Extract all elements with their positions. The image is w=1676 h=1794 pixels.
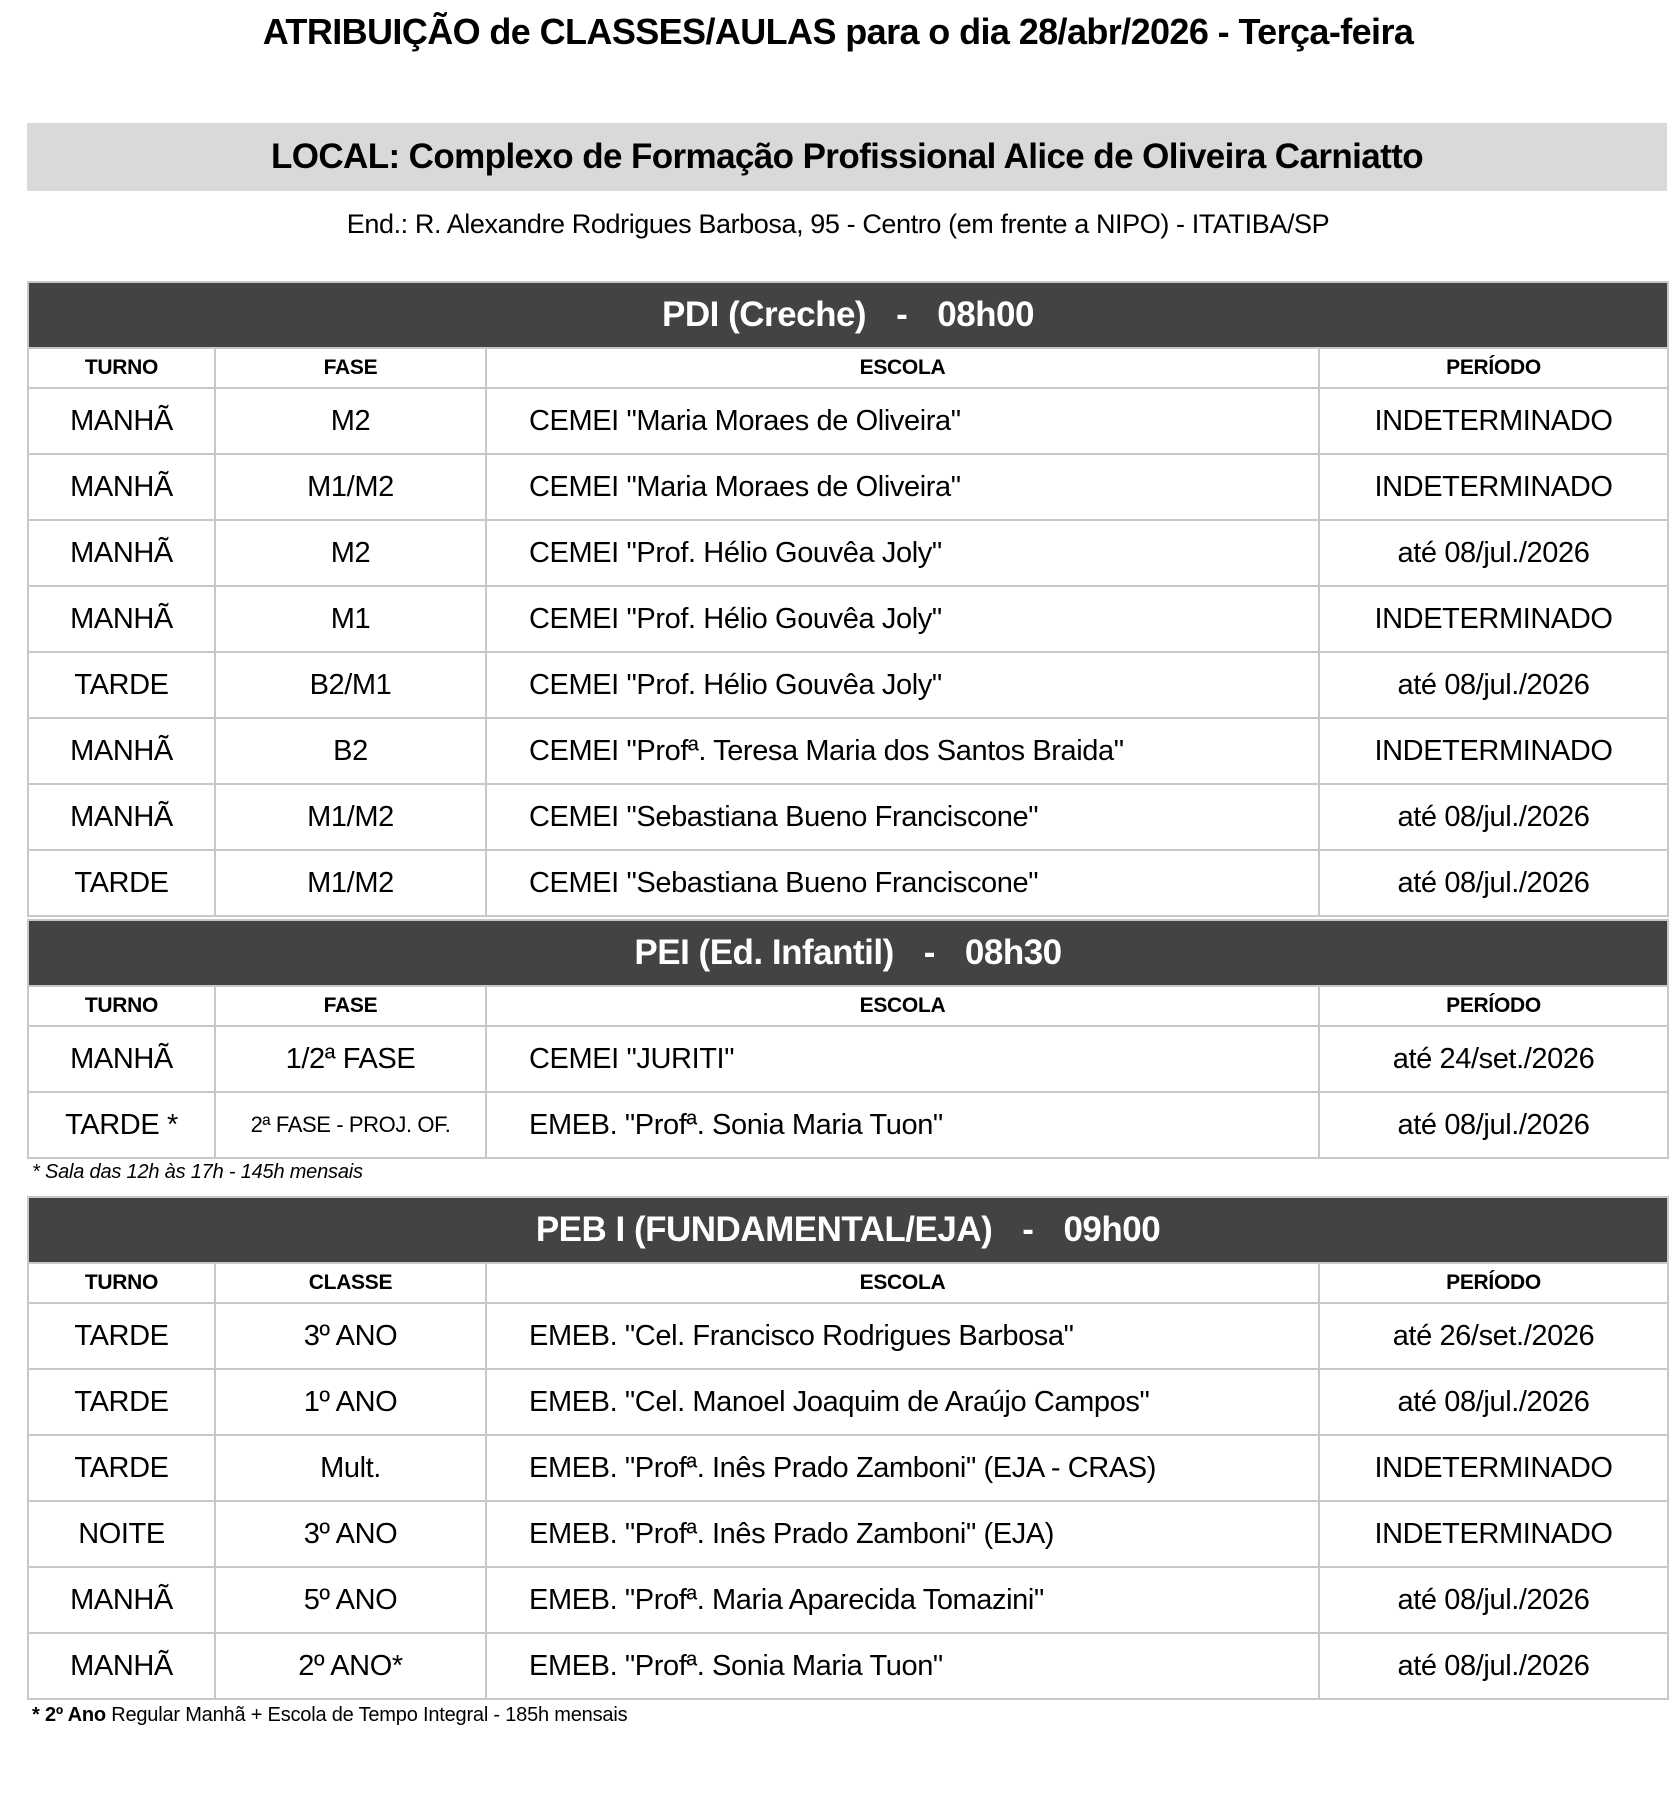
cell-periodo: até 08/jul./2026: [1319, 1369, 1668, 1435]
cell-fase: M2: [215, 520, 486, 586]
table-row: [28, 1501, 1668, 1567]
cell-fase: 1/2ª FASE: [215, 1026, 486, 1092]
section-title: [28, 920, 1668, 986]
cell-turno: TARDE *: [28, 1092, 215, 1158]
cell-fase: M1/M2: [215, 784, 486, 850]
cell-periodo: até 26/set./2026: [1319, 1303, 1668, 1369]
cell-escola: CEMEI "Prof. Hélio Gouvêa Joly": [486, 652, 1319, 718]
cell-periodo: até 08/jul./2026: [1319, 1567, 1668, 1633]
section-header: [28, 920, 1668, 986]
pdi-table: [27, 281, 1669, 917]
section-header: [28, 282, 1668, 348]
table-row: [28, 454, 1668, 520]
cell-turno: TARDE: [28, 850, 215, 916]
table-row: [28, 652, 1668, 718]
cell-classe: 3º ANO: [215, 1303, 486, 1369]
column-header-row: [28, 986, 1668, 1026]
section-time: 09h00: [1063, 1210, 1161, 1249]
local-banner: LOCAL: Complexo de Formação Profissional Alice de Oliveira Carniatto: [27, 123, 1667, 191]
cell-classe: 5º ANO: [215, 1567, 486, 1633]
cell-periodo: até 08/jul./2026: [1319, 784, 1668, 850]
cell-escola: EMEB. "Profª. Sonia Maria Tuon": [486, 1092, 1319, 1158]
cell-escola: EMEB. "Profª. Maria Aparecida Tomazini": [486, 1567, 1319, 1633]
col-escola: ESCOLA: [486, 986, 1319, 1026]
pei-table: [27, 919, 1669, 1159]
table-row: [28, 784, 1668, 850]
section-title: [28, 282, 1668, 348]
section-pdi: [27, 281, 1667, 917]
section-peb: [27, 1196, 1667, 1700]
table-row: [28, 1303, 1668, 1369]
col-periodo: PERÍODO: [1319, 986, 1668, 1026]
cell-turno: MANHÃ: [28, 520, 215, 586]
cell-escola: CEMEI "Maria Moraes de Oliveira": [486, 388, 1319, 454]
cell-turno: NOITE: [28, 1501, 215, 1567]
section-separator: -: [923, 933, 935, 972]
peb-footnote: [32, 1702, 627, 1728]
cell-periodo: até 08/jul./2026: [1319, 850, 1668, 916]
section-title: [28, 1197, 1668, 1263]
cell-escola: CEMEI "Profª. Teresa Maria dos Santos Braida": [486, 718, 1319, 784]
cell-escola: CEMEI "JURITI": [486, 1026, 1319, 1092]
column-header-row: [28, 348, 1668, 388]
cell-classe: 1º ANO: [215, 1369, 486, 1435]
cell-fase: M1/M2: [215, 454, 486, 520]
cell-periodo: até 24/set./2026: [1319, 1026, 1668, 1092]
col-turno: TURNO: [28, 986, 215, 1026]
table-row: [28, 1026, 1668, 1092]
cell-turno: MANHÃ: [28, 586, 215, 652]
cell-turno: MANHÃ: [28, 388, 215, 454]
section-name: PEI (Ed. Infantil): [634, 933, 894, 972]
cell-escola: EMEB. "Cel. Manoel Joaquim de Araújo Campos": [486, 1369, 1319, 1435]
cell-turno: TARDE: [28, 652, 215, 718]
cell-periodo: até 08/jul./2026: [1319, 1633, 1668, 1699]
section-name: PEB I (FUNDAMENTAL/EJA): [535, 1210, 993, 1249]
cell-fase: 2ª FASE - PROJ. OF.: [215, 1092, 486, 1158]
cell-turno: TARDE: [28, 1369, 215, 1435]
section-time: 08h00: [937, 295, 1034, 334]
table-row: [28, 718, 1668, 784]
pei-footnote: * Sala das 12h às 17h - 145h mensais: [32, 1161, 363, 1183]
section-time: 08h30: [964, 933, 1062, 972]
col-classe: CLASSE: [215, 1263, 486, 1303]
col-turno: TURNO: [28, 348, 215, 388]
cell-turno: MANHÃ: [28, 1567, 215, 1633]
cell-escola: CEMEI "Prof. Hélio Gouvêa Joly": [486, 586, 1319, 652]
col-escola: ESCOLA: [486, 1263, 1319, 1303]
section-header: [28, 1197, 1668, 1263]
section-separator: -: [896, 295, 908, 334]
col-fase: FASE: [215, 986, 486, 1026]
cell-turno: TARDE: [28, 1435, 215, 1501]
cell-fase: B2: [215, 718, 486, 784]
table-row: [28, 520, 1668, 586]
cell-periodo: INDETERMINADO: [1319, 1501, 1668, 1567]
cell-fase: M1: [215, 586, 486, 652]
table-row: [28, 1567, 1668, 1633]
cell-escola: CEMEI "Maria Moraes de Oliveira": [486, 454, 1319, 520]
cell-periodo: INDETERMINADO: [1319, 586, 1668, 652]
cell-classe: Mult.: [215, 1435, 486, 1501]
cell-escola: EMEB. "Cel. Francisco Rodrigues Barbosa": [486, 1303, 1319, 1369]
cell-fase: B2/M1: [215, 652, 486, 718]
table-row: [28, 1092, 1668, 1158]
cell-fase: M2: [215, 388, 486, 454]
cell-periodo: até 08/jul./2026: [1319, 520, 1668, 586]
table-row: [28, 850, 1668, 916]
cell-escola: EMEB. "Profª. Inês Prado Zamboni" (EJA - CRAS): [486, 1435, 1319, 1501]
cell-turno: MANHÃ: [28, 718, 215, 784]
col-turno: TURNO: [28, 1263, 215, 1303]
cell-turno: MANHÃ: [28, 454, 215, 520]
cell-periodo: INDETERMINADO: [1319, 718, 1668, 784]
cell-turno: MANHÃ: [28, 784, 215, 850]
cell-turno: TARDE: [28, 1303, 215, 1369]
cell-turno: MANHÃ: [28, 1026, 215, 1092]
section-pei: [27, 919, 1667, 1159]
cell-escola: EMEB. "Profª. Sonia Maria Tuon": [486, 1633, 1319, 1699]
footnote-text: Regular Manhã + Escola de Tempo Integral - 185h mensais: [105, 1704, 628, 1726]
table-row: [28, 1633, 1668, 1699]
cell-fase: M1/M2: [215, 850, 486, 916]
table-row: [28, 1435, 1668, 1501]
table-row: [28, 388, 1668, 454]
cell-turno: MANHÃ: [28, 1633, 215, 1699]
peb-table: [27, 1196, 1669, 1700]
cell-periodo: até 08/jul./2026: [1319, 1092, 1668, 1158]
table-row: [28, 1369, 1668, 1435]
col-periodo: PERÍODO: [1319, 348, 1668, 388]
cell-classe: 3º ANO: [215, 1501, 486, 1567]
cell-escola: CEMEI "Sebastiana Bueno Franciscone": [486, 784, 1319, 850]
cell-periodo: INDETERMINADO: [1319, 454, 1668, 520]
address-line: End.: R. Alexandre Rodrigues Barbosa, 95 - Centro (em frente a NIPO) - ITATIBA/SP: [346, 209, 1330, 239]
section-name: PDI (Creche): [662, 295, 867, 334]
col-periodo: PERÍODO: [1319, 1263, 1668, 1303]
cell-escola: EMEB. "Profª. Inês Prado Zamboni" (EJA): [486, 1501, 1319, 1567]
page-title: ATRIBUIÇÃO de CLASSES/AULAS para o dia 28/abr/2026 - Terça-feira: [262, 11, 1414, 52]
cell-periodo: INDETERMINADO: [1319, 388, 1668, 454]
section-separator: -: [1022, 1210, 1034, 1249]
table-row: [28, 586, 1668, 652]
cell-periodo: até 08/jul./2026: [1319, 652, 1668, 718]
cell-escola: CEMEI "Prof. Hélio Gouvêa Joly": [486, 520, 1319, 586]
cell-escola: CEMEI "Sebastiana Bueno Franciscone": [486, 850, 1319, 916]
column-header-row: [28, 1263, 1668, 1303]
col-fase: FASE: [215, 348, 486, 388]
col-escola: ESCOLA: [486, 348, 1319, 388]
footnote-bold: * 2º Ano: [32, 1704, 106, 1726]
cell-periodo: INDETERMINADO: [1319, 1435, 1668, 1501]
cell-classe: 2º ANO*: [215, 1633, 486, 1699]
